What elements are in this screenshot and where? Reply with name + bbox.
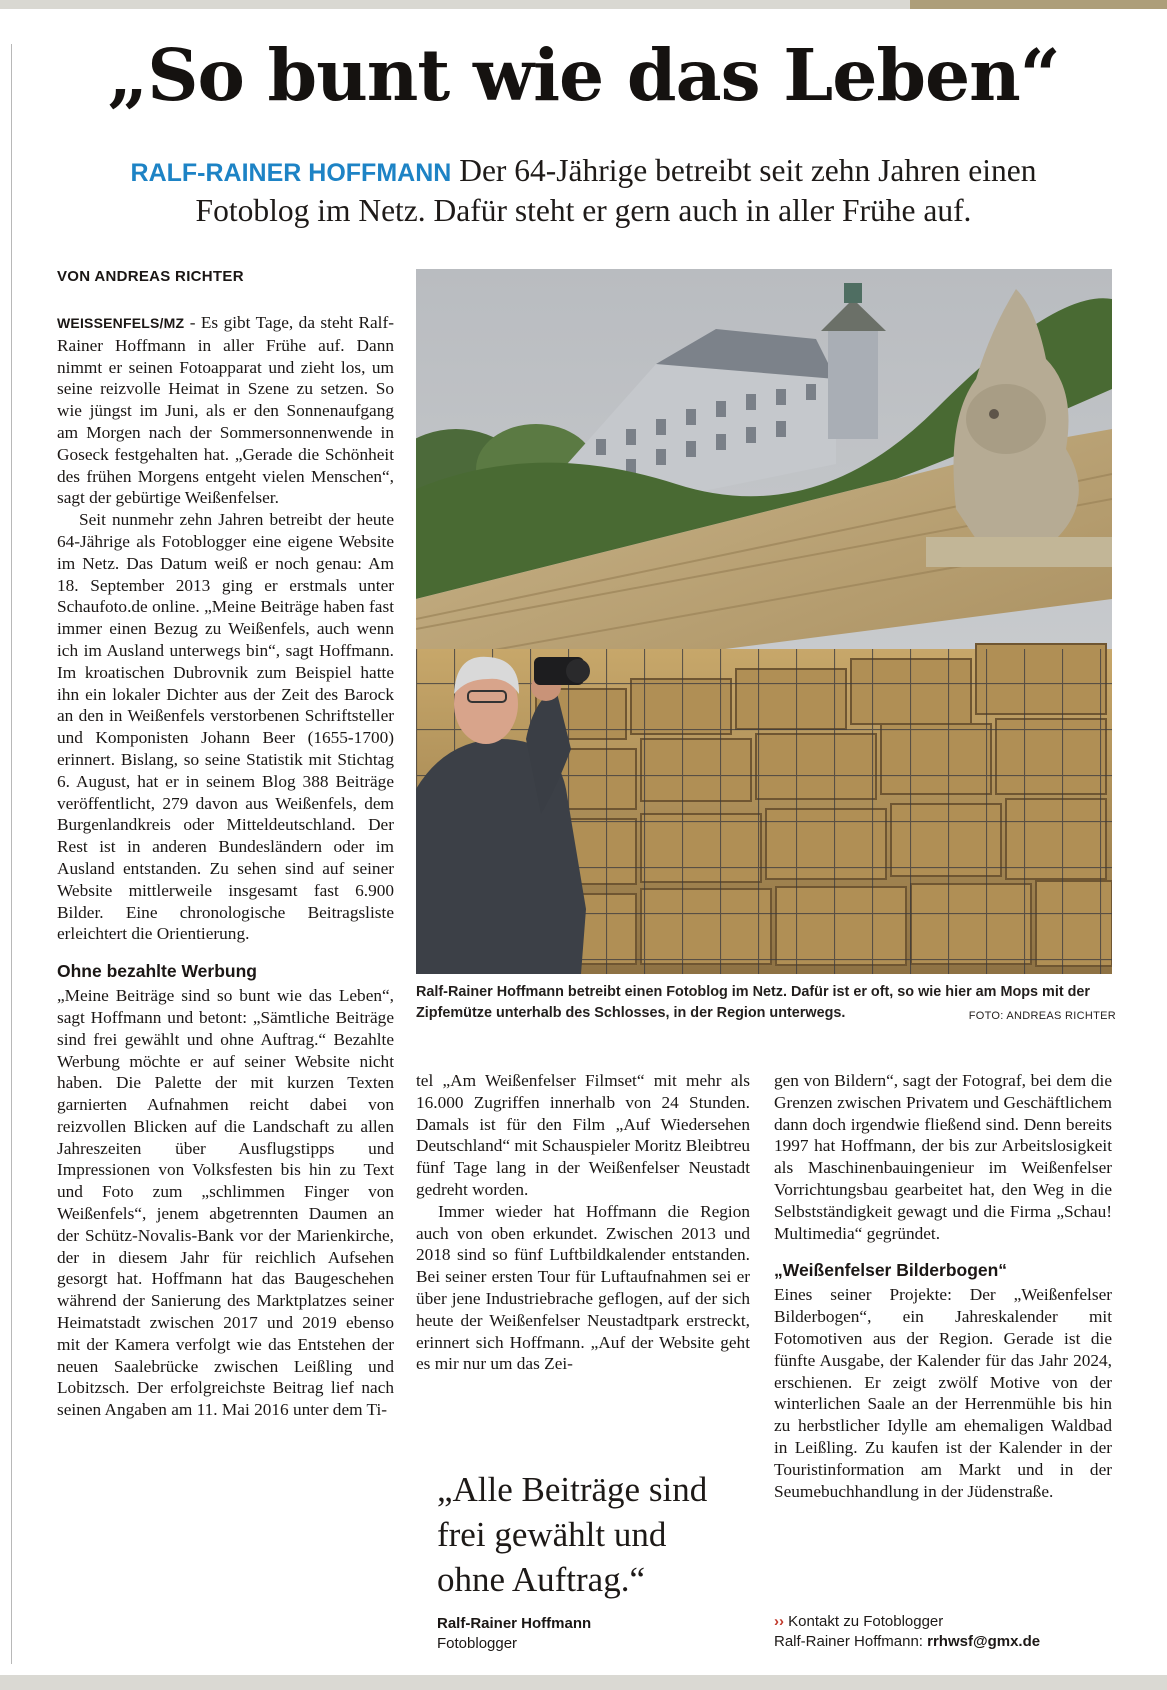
paragraph: gen von Bildern“, sagt der Fotograf, bei dem die Grenzen zwischen Privatem und Geschäftlichem dann doch irgendwie fließend sind. Denn bereits 1997 hat Hoffmann, der bis zur Arbeitslosigkeit als Maschinenbauingenieur im Weißenfelser Vorrichtungsbau gearbeitet hat, den Weg in die Selbstständigkeit gewagt und die Firma „Schau! Multimedia“ gegründet. <box>774 1071 1112 1243</box>
left-margin-rule <box>11 44 12 1664</box>
contact-line-2 <box>774 1632 1114 1652</box>
paragraph: „Meine Beiträge sind so bunt wie das Leben“, sagt Hoffmann und betont: „Sämtliche Beiträge sind frei gewählt und ohne Auftrag.“ Bezahlte Werbung möchte er auf seiner Website nicht haben. Die Palette der mit kurzen Texten garnierten Aufnahmen reicht dabei von reizvollen Blicken auf die Landschaft zu allen Jahreszeiten über Ausflugstipps und Impressionen von Volksfesten bis hin zu Text und Foto zum „schlimmen Finger von Weißenfels“, jenem abgetrennten Daumen an der Schütz-Novalis-Bank vor der Marienkirche, der in diesem Jahr für reichlich Aufsehen gesorgt hat. Hoffmann hat das Baugeschehen während der Sanierung des Marktplatzes seiner Heimatstadt zwischen 2017 und 2019 ebenso mit der Kamera verfolgt wie das Entstehen der neuen Saalebrücke zwischen Leißling und Lobitzsch. Der erfolgreichste Beitrag lief nach seinen Angaben am 11. Mai 2016 unter dem Ti- <box>57 986 394 1420</box>
article-column-2 <box>416 1070 750 1375</box>
article-photo <box>416 269 1112 974</box>
deck-kicker: RALF-RAINER HOFFMANN <box>130 159 452 187</box>
photo-caption <box>416 982 1116 1027</box>
contact-line-1 <box>774 1612 1114 1632</box>
pull-quote-role: Fotoblogger <box>437 1635 518 1652</box>
deck-text: Der 64-Jährige betreibt seit zehn Jahren einen Fotoblog im Netz. Dafür steht er gern auch in aller Frühe auf. <box>195 153 1037 228</box>
paragraph: tel „Am Weißenfelser Filmset“ mit mehr als 16.000 Zugriffen innerhalb von 24 Stunden. Damals ist für den Film „Auf Wiedersehen Deutschland“ mit Schauspieler Moritz Bleibtreu fünf Tage lang in der Weißenfelser Neustadt gedreht worden. <box>416 1071 751 1199</box>
contact-email-link[interactable]: rrhwsf@gmx.de <box>927 1633 1041 1650</box>
pull-quote <box>437 1467 737 1652</box>
pull-quote-name: Ralf-Rainer Hoffmann <box>437 1615 592 1632</box>
arrow-icon: ›› <box>774 1613 784 1630</box>
subheading: Ohne bezahlte Werbung <box>57 961 257 982</box>
contact-person: Ralf-Rainer Hoffmann: <box>774 1633 923 1650</box>
paragraph: Eines seiner Projekte: Der „Weißenfelser Bilderbogen“, ein Jahreskalender mit Fotomotiven aus der Region. Gerade ist die fünfte Ausgabe, der Kalender für das Jahr 2024, erschienen. Er zeigt zwölf Motive von der winterlichen Saale an der Herrenmühle bis hin zu herbstlicher Idylle am ehemaligen Waldbad in Leißling. Zu kaufen ist der Kalender in der Touristinformation am Markt und in der Seumebuchhandlung in der Jüdenstraße. <box>774 1285 1112 1501</box>
paragraph: Immer wieder hat Hoffmann die Region auch von oben erkundet. Zwischen 2013 und 2018 sind so fünf Luftbildkalender entstanden. Bei seiner ersten Tour für Luftaufnahmen sei er über jene Industriebrache geflogen, auf der sich heute der Weißenfelser Neustadtpark erstreckt, erinnert sich Hoffmann. „Auf der Website geht es mir nur um das Zei- <box>416 1201 750 1374</box>
photo-credit: FOTO: ANDREAS RICHTER <box>968 1010 1116 1022</box>
contact-label: Kontakt zu Fotoblogger <box>788 1613 944 1630</box>
contact-box <box>774 1612 1114 1652</box>
top-rule <box>0 0 910 9</box>
byline: VON ANDREAS RICHTER <box>57 268 244 285</box>
caption-text: Ralf-Rainer Hoffmann betreibt einen Fotoblog im Netz. Dafür ist er oft, so wie hier am Mops mit der Zipfemütze unterhalb des Schlosses, in der Region unterwegs. <box>416 984 1091 1021</box>
subheading: „Weißenfelser Bilderbogen“ <box>774 1260 1008 1281</box>
paragraph: Seit nunmehr zehn Jahren betreibt der heute 64-Jährige als Fotoblogger eine eigene Website im Netz. Das Datum weiß er noch genau: Am 18. September 2013 ging er erstmals unter Schaufoto.de online. „Meine Beiträge haben fast immer einen Bezug zu Weißenfels, auch wenn ich im Ausland unterwegs bin“, sagt Hoffmann. Im kroatischen Dubrovnik zum Beispiel hatte ihn ein lokaler Dichter aus der Zeit des Barock an den in Weißenfels verstorbenen Schriftsteller und Komponisten Johann Beer (1655-1700) erinnert. Bislang, so seine Statistik mit Stichtag 6. August, hat er in seinem Blog 388 Beiträge veröffentlicht, 279 davon aus Weißenfels, dem Burgenlandkreis oder Mitteldeutschland. Der Rest ist in anderen Bundesländern oder im Ausland entstanden. Zu sehen sind auf seiner Website mittlerweile insgesamt fast 6.900 Bilder. Eine chronologische Beitragsliste erleichtert die Orientierung. <box>57 510 394 944</box>
article-column-3 <box>774 1070 1112 1502</box>
deck <box>100 152 1067 230</box>
headline: „So bunt wie das Leben“ <box>107 33 1060 117</box>
article-column-1 <box>57 312 394 1421</box>
top-rule-accent <box>910 0 1167 9</box>
bottom-rule <box>0 1675 1167 1690</box>
paragraph <box>57 312 394 509</box>
dateline: WEISSENFELS/MZ <box>57 315 185 331</box>
pull-quote-text: „Alle Beiträge sind frei gewählt und ohne Auftrag.“ <box>437 1470 708 1599</box>
paragraph-text: - Es gibt Tage, da steht Ralf-Rainer Hoffmann in aller Frühe auf. Dann nimmt er seinen Fotoapparat und zieht los, um seine reizvolle Heimat in Szene zu setzen. So wie jüngst im Juni, als er den Sonnenaufgang am Morgen nach der Sommersonnenwende in Goseck festgehalten hat. „Gerade die Schönheit des frühen Morgens entgeht vielen Menschen“, sagt der gebürtige Weißenfelser. <box>57 313 394 508</box>
